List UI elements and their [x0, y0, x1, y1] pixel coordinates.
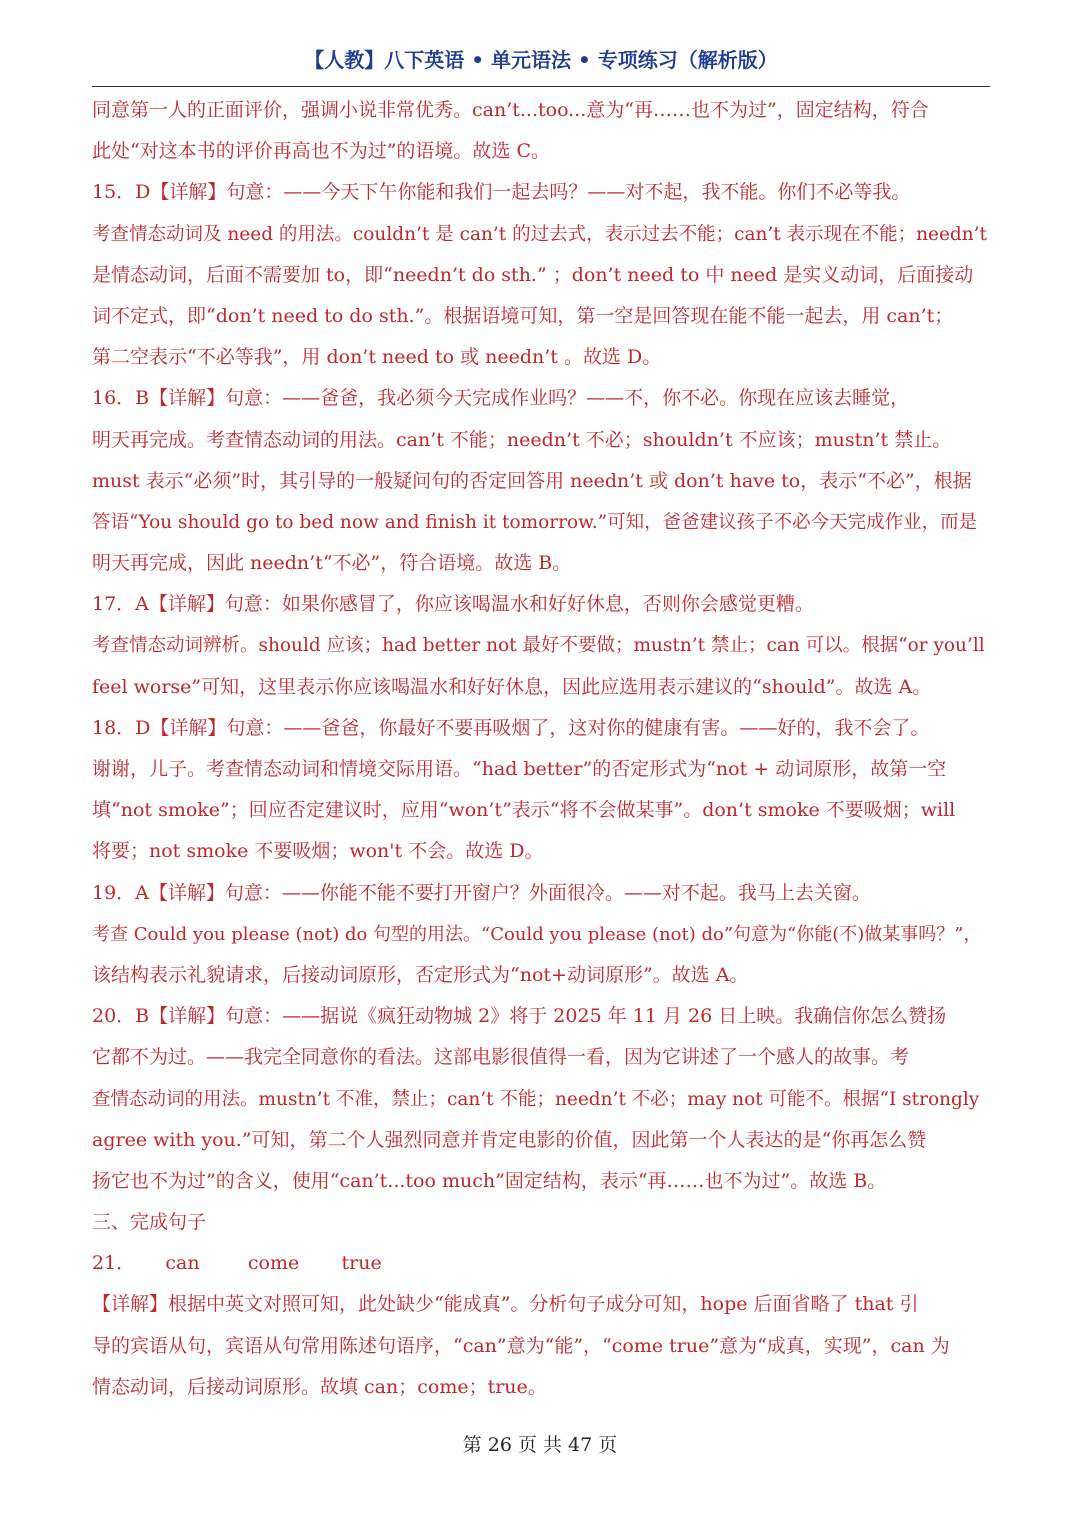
text-line: 谢谢，儿子。考查情态动词和情境交际用语。“had better”的否定形式为“not + 动词原形，故第一空: [92, 758, 947, 780]
text-line: 此处“对这本书的评价再高也不为过”的语境。故选 C。: [92, 140, 551, 163]
text-line: must 表示“必须”时，其引导的一般疑问句的否定回答用 needn’t 或 don’t have to，表示“不必”，根据: [92, 469, 972, 492]
header-divider: [92, 86, 990, 87]
text-line: 20．B【详解】句意：——据说《疯狂动物城 2》将于 2025 年 11 月 26 日上映。我确信你怎么赞扬: [92, 1005, 947, 1028]
text-line: 它都不为过。——我完全同意你的看法。这部电影很值得一看，因为它讲述了一个感人的故事。考: [92, 1046, 910, 1069]
text-line: 查情态动词的用法。mustn’t 不准，禁止；can’t 不能；needn’t 不必；may not 可能不。根据“I strongly: [92, 1088, 980, 1110]
text-line: 明天再完成，因此 needn’t“不必”，符合语境。故选 B。: [92, 552, 572, 575]
text-line: 考查情态动词辨析。should 应该；had better not 最好不要做；mustn’t 禁止；can 可以。根据“or you’ll: [92, 635, 985, 657]
text-line: 【详解】根据中英文对照可知，此处缺少“能成真”。分析句子成分可知，hope 后面省略了 that 引: [92, 1293, 919, 1316]
text-line: 考查情态动词及 need 的用法。couldn’t 是 can’t 的过去式，表示过去不能；can’t 表示现在不能；needn’t: [92, 223, 987, 245]
text-line: 扬它也不为过”的含义，使用“can’t...too much”固定结构，表示“再……也不为过”。故选 B。: [92, 1169, 887, 1192]
text-line: 情态动词，后接动词原形。故填 can；come；true。: [92, 1375, 547, 1398]
text-line: 是情态动词，后面不需要加 to，即“needn’t do sth.” ；don’t need to 中 need 是实义动词，后面接动: [92, 263, 974, 286]
page-header-title: 【人教】八下英语 • 单元语法 • 专项练习（解析版）: [304, 48, 778, 72]
text-line: 第二空表示“不必等我”，用 don’t need to 或 needn’t 。故选 D。: [92, 346, 662, 369]
text-line: feel worse”可知，这里表示你应该喝温水和好好休息，因此应选用表示建议的“should”。故选 A。: [92, 675, 932, 698]
text-line: 三、完成句子: [92, 1211, 207, 1234]
text-line: 填“not smoke”；回应否定建议时，应用“won’t”表示“将不会做某事”。don’t smoke 不要吸烟；will: [92, 799, 956, 822]
text-line: 导的宾语从句，宾语从句常用陈述句语序，“can”意为“能”，“come true”意为“成真，实现”，can 为: [92, 1334, 950, 1357]
text-line: 18．D【详解】句意：——爸爸，你最好不要再吸烟了，这对你的健康有害。——好的，我不会了。: [92, 716, 930, 739]
text-line: agree with you.”可知，第二个人强烈同意并肯定电影的价值，因此第一个人表达的是“你再怎么赞: [92, 1128, 927, 1151]
text-line: 15．D【详解】句意：——今天下午你能和我们一起去吗？——对不起，我不能。你们不必等我。: [92, 181, 911, 204]
text-line: 19．A【详解】句意：——你能不能不要打开窗户？外面很冷。——对不起。我马上去关窗。: [92, 881, 871, 904]
text-line: 该结构表示礼貌请求，后接动词原形，否定形式为“not+动词原形”。故选 A。: [92, 963, 749, 986]
text-line: 21． can come true: [92, 1252, 382, 1275]
text-line: 答语“You should go to bed now and finish it tomorrow.”可知，爸爸建议孩子不必今天完成作业，而是: [92, 511, 978, 533]
answer-explanations: [92, 90, 990, 1408]
text-line: 词不定式，即“don’t need to do sth.”。根据语境可知，第一空是回答现在能不能一起去，用 can’t；: [92, 304, 954, 327]
text-line: 将要；not smoke 不要吸烟；won't 不会。故选 D。: [92, 840, 544, 863]
text-line: 17．A【详解】句意：如果你感冒了，你应该喝温水和好好休息，否则你会感觉更糟。: [92, 593, 814, 616]
text-line: 考查 Could you please (not) do 句型的用法。“Could you please (not) do”句意为“你能(不)做某事吗？”，: [92, 923, 982, 945]
text-line: 16．B【详解】句意：——爸爸，我必须今天完成作业吗？——不，你不必。你现在应该去睡觉，: [92, 387, 910, 410]
page-number: 第 26 页 共 47 页: [462, 1434, 618, 1456]
text-line: 同意第一人的正面评价，强调小说非常优秀。can’t...too...意为“再……也不为过”，固定结构，符合: [92, 99, 929, 121]
text-line: 明天再完成。考查情态动词的用法。can’t 不能；needn’t 不必；shouldn’t 不应该；mustn’t 禁止。: [92, 428, 952, 451]
